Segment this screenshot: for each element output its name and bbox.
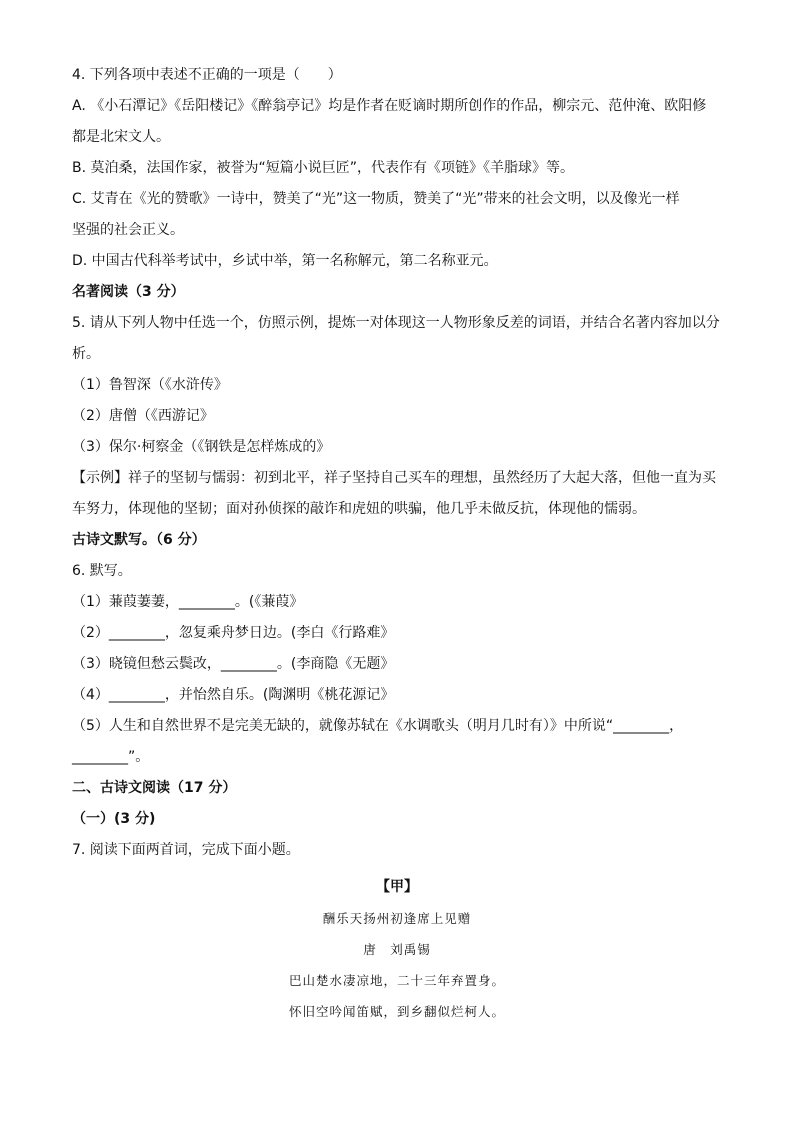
poem-author: 唐 刘禹锡 [363, 942, 431, 957]
q4-option-c-line2: 坚强的社会正义。 [72, 222, 184, 238]
poem-line-1: 巴山楚水凄凉地，二十三年弃置身。 [288, 973, 505, 988]
q6-item-4: （4）________，并怡然自乐。(陶渊明《桃花源记》 [72, 687, 395, 703]
q4-option-a-line2: 都是北宋文人。 [72, 129, 170, 145]
q5-option-3: （3）保尔·柯察金（《钢铁是怎样炼成的》 [72, 439, 331, 455]
q6-item-5-line1: （5）人生和自然世界不是完美无缺的，就像苏轼在《水调歌头（明月几时有）》中所说“________， [72, 718, 684, 734]
q4-option-b: B. 莫泊桑，法国作家，被誉为“短篇小说巨匠”，代表作有《项链》《羊脂球》等。 [72, 160, 575, 176]
q5-stem-line1: 5. 请从下列人物中任选一个，仿照示例，提炼一对体现这一人物形象反差的词语，并结合名著内容加以分 [72, 315, 720, 331]
q5-option-2: （2）唐僧（《西游记》 [72, 408, 214, 424]
q4-option-d: D. 中国古代科举考试中，乡试中举，第一名称解元，第二名称亚元。 [72, 253, 498, 269]
q6-item-2: （2）________，忽复乘舟梦日边。(李白《行路难》 [72, 625, 395, 641]
poem-jia [72, 872, 722, 1027]
q5-example-line1: 【示例】祥子的坚韧与懦弱：初到北平，祥子坚持自己买车的理想，虽然经历了大起大落，但他一直为买 [72, 470, 716, 486]
q7-stem: 7. 阅读下面两首词，完成下面小题。 [72, 842, 300, 858]
q5-option-1: （1）鲁智深（《水浒传》 [72, 377, 228, 393]
section-heading-two: 二、古诗文阅读（17 分） [72, 780, 237, 796]
document-page [72, 60, 722, 1027]
poem-line-2: 怀旧空吟闻笛赋，到乡翻似烂柯人。 [288, 1004, 505, 1019]
q5-example-line2: 车努力，体现他的坚韧；面对孙侦探的敲诈和虎妞的哄骗，他几乎未做反抗，体现他的懦弱。 [72, 501, 646, 517]
poem-label: 【甲】 [376, 879, 418, 895]
q6-stem: 6. 默写。 [72, 563, 132, 579]
q6-item-5-line2: ________”。 [72, 749, 150, 765]
q4-stem: 4. 下列各项中表述不正确的一项是（ ） [72, 67, 342, 83]
section-heading-mingzhu: 名著阅读（3 分） [72, 284, 185, 300]
subsection-heading-one: （一）(3 分) [72, 811, 156, 827]
q6-item-1: （1）蒹葭萋萋，________。(《蒹葭》 [72, 594, 304, 610]
q4-option-c-line1: C. 艾青在《光的赞歌》一诗中，赞美了“光”这一物质，赞美了“光”带来的社会文明，以及像光一样 [72, 191, 680, 207]
q6-item-3: （3）晓镜但愁云鬓改，________。(李商隐《无题》 [72, 656, 395, 672]
section-heading-moxie: 古诗文默写。（6 分） [72, 532, 206, 548]
poem-title: 酬乐天扬州初逢席上见赠 [322, 911, 472, 926]
q4-option-a-line1: A. 《小石潭记》《岳阳楼记》《醉翁亭记》均是作者在贬谪时期所创作的作品，柳宗元、范仲淹、欧阳修 [72, 98, 707, 114]
q5-stem-line2: 析。 [72, 346, 100, 362]
